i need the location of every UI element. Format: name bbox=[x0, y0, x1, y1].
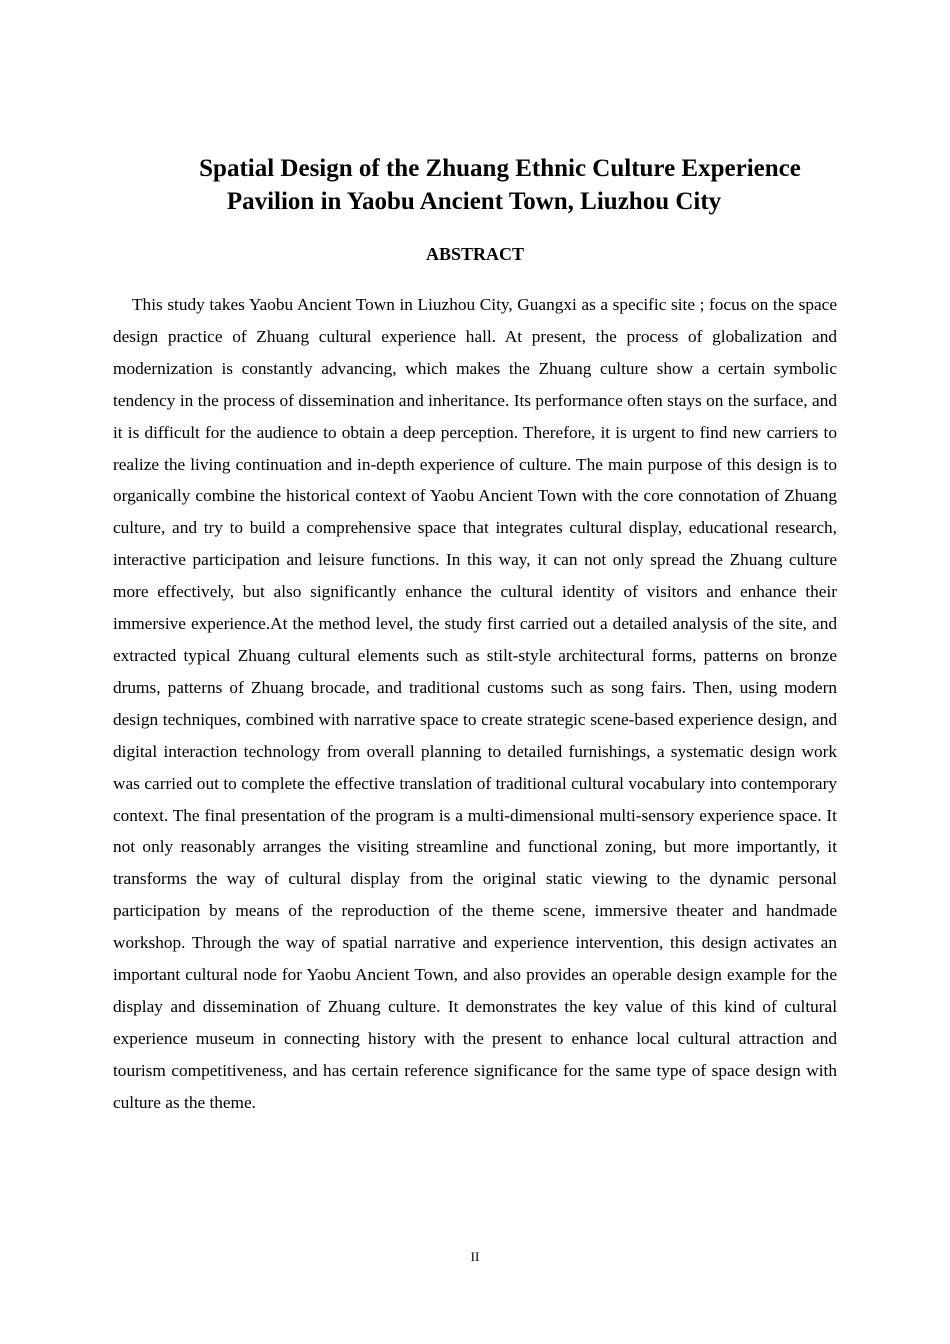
page-number: II bbox=[470, 1249, 480, 1264]
abstract-paragraph: This study takes Yaobu Ancient Town in Liuzhou City, Guangxi as a specific site ; focus on the space design practice of Zhuang cultural experience hall. At present, the process of globalization and modernization is constantly advancing, which makes the Zhuang culture show a certain symbolic tendency in the process of dissemination and inheritance. Its performance often stays on the surface, and it is difficult for the audience to obtain a deep perception. Therefore, it is urgent to find new carriers to realize the living continuation and in-depth experience of culture. The main purpose of this design is to organically combine the historical context of Yaobu Ancient Town with the core connotation of Zhuang culture, and try to build a comprehensive space that integrates cultural display, educational research, interactive participation and leisure functions. In this way, it can not only spread the Zhuang culture more effectively, but also significantly enhance the cultural identity of visitors and enhance their immersive experience.At the method level, the study first carried out a detailed analysis of the site, and extracted typical Zhuang cultural elements such as stilt-style architectural forms, patterns on bronze drums, patterns of Zhuang brocade, and traditional customs such as song fairs. Then, using modern design techniques, combined with narrative space to create strategic scene-based experience design, and digital interaction technology from overall planning to detailed furnishings, a systematic design work was carried out to complete the effective translation of traditional cultural vocabulary into contemporary context. The final presentation of the program is a multi-dimensional multi-sensory experience space. It not only reasonably arranges the visiting streamline and functional zoning, but more importantly, it transforms the way of cultural display from the original static viewing to the dynamic personal participation by means of the reproduction of the theme scene, immersive theater and handmade workshop. Through the way of spatial narrative and experience intervention, this design activates an important cultural node for Yaobu Ancient Town, and also provides an operable design example for the display and dissemination of Zhuang culture. It demonstrates the key value of this kind of cultural experience museum in connecting history with the present to enhance local cultural attraction and tourism competitiveness, and has certain reference significance for the same type of space design with culture as the theme. bbox=[113, 295, 837, 1112]
abstract-heading: ABSTRACT bbox=[425, 244, 525, 264]
title-line-2: Pavilion in Yaobu Ancient Town, Liuzhou City bbox=[226, 188, 722, 215]
page-title bbox=[0, 152, 950, 218]
title-line-1: Spatial Design of the Zhuang Ethnic Culture Experience bbox=[199, 155, 801, 182]
